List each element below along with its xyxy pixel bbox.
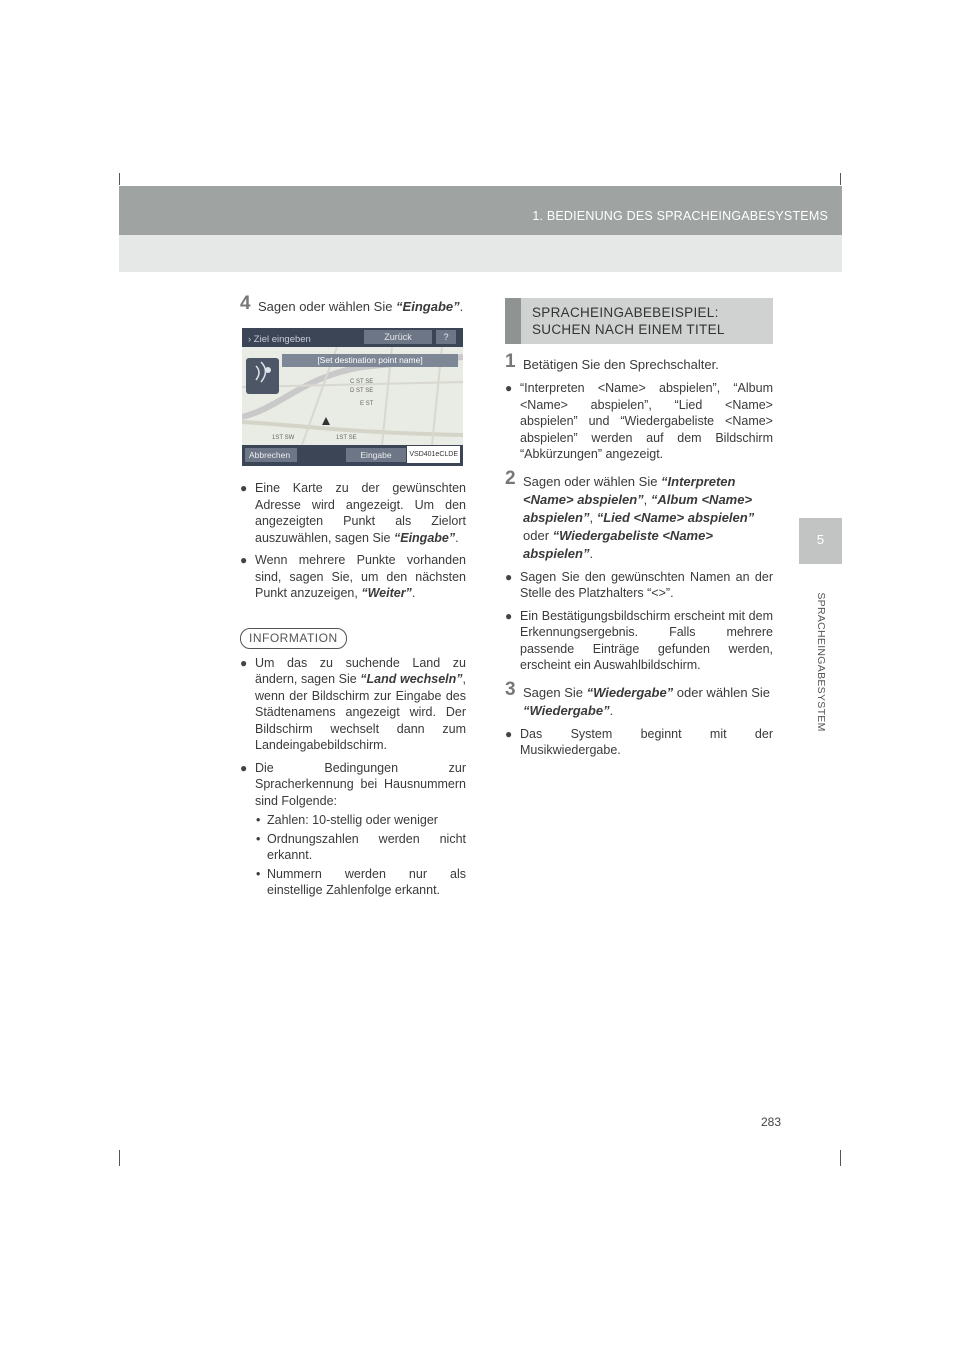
bullet-icon: ● [240, 655, 248, 670]
bullet-item: ● Ein Bestätigungsbildschirm erscheint mit dem Erkennungsergebnis. Falls mehrere passende Einträge gefunden werden, erscheint ein Auswahlbildschirm. [505, 608, 773, 672]
chapter-tab [799, 518, 842, 564]
step-4: 4 Sagen oder wählen Sie “Eingabe”. [240, 293, 464, 314]
page-number: 283 [761, 1115, 782, 1129]
bullet-icon: ● [505, 381, 513, 395]
chapter-label: SPRACHEINGABESYSTEM [815, 592, 827, 732]
sub-item: • Ordnungszahlen werden nicht erkannt. [256, 832, 466, 862]
bullet-item: ● Wenn mehrere Punkte vorhanden sind, sagen Sie, um den nächsten Punkt anzuzeigen, “Weiter”. [240, 553, 466, 600]
crop-mark [119, 1150, 120, 1166]
information-label: INFORMATION [240, 628, 347, 649]
step-2: 2 Sagen oder wählen Sie “Interpreten <Name> abspielen”, “Album <Name> abspielen”, “Lied <Name> abspielen” oder “Wiedergabeliste <Name> abspielen”. [505, 467, 755, 561]
info-item: ● Die Bedingungen zur Spracherkennung bei Hausnummern sind Folgende: • Zahlen: 10-stellig oder weniger • Ordnungszahlen werden nicht erkannt. • Nummern werden nur als einstellige Zahlenfolge erkannt. [240, 760, 466, 897]
crop-mark [840, 173, 841, 185]
section-heading: SPRACHEINGABEBEISPIEL: SUCHEN NACH EINEM TITEL [505, 298, 773, 344]
voice-icon [246, 358, 279, 394]
page-header [119, 186, 842, 272]
bullet-item: ● Das System beginnt mit der Musikwiedergabe. [505, 726, 773, 757]
image-code: VSD401eCLDE [407, 446, 460, 463]
step-3: 3 Sagen Sie “Wiedergabe” oder wählen Sie “Wiedergabe”. [505, 678, 771, 718]
screenshot-destination-map [242, 328, 463, 466]
crop-mark [840, 1150, 841, 1166]
screen-title: › Ziel eingeben [248, 334, 311, 345]
bullet-icon: ● [505, 726, 513, 741]
cancel-button[interactable]: Abbrechen [245, 448, 297, 462]
chapter-number: 5 [816, 532, 825, 547]
step-number: 3 [505, 678, 516, 700]
step-number: 4 [240, 293, 251, 314]
svg-text:1ST SE: 1ST SE [336, 435, 357, 441]
bullet-icon: ● [240, 481, 248, 495]
back-button[interactable]: Zurück [364, 330, 432, 344]
svg-text:D ST SE: D ST SE [350, 388, 374, 394]
bullet-icon: ● [505, 608, 513, 623]
enter-button[interactable]: Eingabe [346, 448, 406, 462]
svg-text:C ST SE: C ST SE [350, 379, 374, 385]
crop-mark [119, 173, 120, 185]
svg-text:E ST: E ST [360, 401, 374, 407]
right-column [505, 298, 773, 765]
bullet-item: ● “Interpreten <Name> abspielen”, “Album <Name> abspielen”, “Lied <Name> abspielen” und “Wiedergabeliste <Name> abspielen” werden auf dem Bildschirm “Abkürzungen” angezeigt. [505, 381, 773, 461]
vehicle-icon [322, 417, 330, 425]
sub-item: • Zahlen: 10-stellig oder weniger [256, 813, 438, 827]
step-number: 2 [505, 467, 516, 489]
header-bar [119, 186, 842, 235]
info-item: ● Um das zu suchende Land zu ändern, sagen Sie “Land wechseln”, wenn der Bildschirm zur Eingabe des Städtenamens angezeigt wird. Der Bildschirm wechselt dann zum Landeingabebildschirm. [240, 655, 466, 752]
left-column [240, 293, 466, 904]
help-button[interactable]: ? [436, 330, 456, 344]
bullet-icon: ● [240, 553, 248, 567]
step-number: 1 [505, 351, 516, 372]
bullet-icon: ● [240, 760, 248, 775]
svg-text:1ST SW: 1ST SW [272, 435, 295, 441]
step-1: 1 Betätigen Sie den Sprechschalter. [505, 351, 719, 372]
information-block [240, 624, 466, 899]
bullet-item: ● Sagen Sie den gewünschten Namen an der Stelle des Platzhalters “<>”. [505, 569, 773, 600]
recognized-speech: [Set destination point name] [282, 354, 458, 367]
sub-item: • Nummern werden nur als einstellige Zahlenfolge erkannt. [256, 867, 466, 897]
bullet-icon: ● [505, 569, 513, 584]
bullet-item: ● Eine Karte zu der gewünschten Adresse wird angezeigt. Um den angezeigten Punkt als Zielort auszuwählen, sagen Sie “Eingabe”. [240, 481, 466, 545]
screen-title-bar [242, 328, 463, 347]
header-title: 1. BEDIENUNG DES SPRACHEINGABESYSTEMS [532, 209, 828, 223]
